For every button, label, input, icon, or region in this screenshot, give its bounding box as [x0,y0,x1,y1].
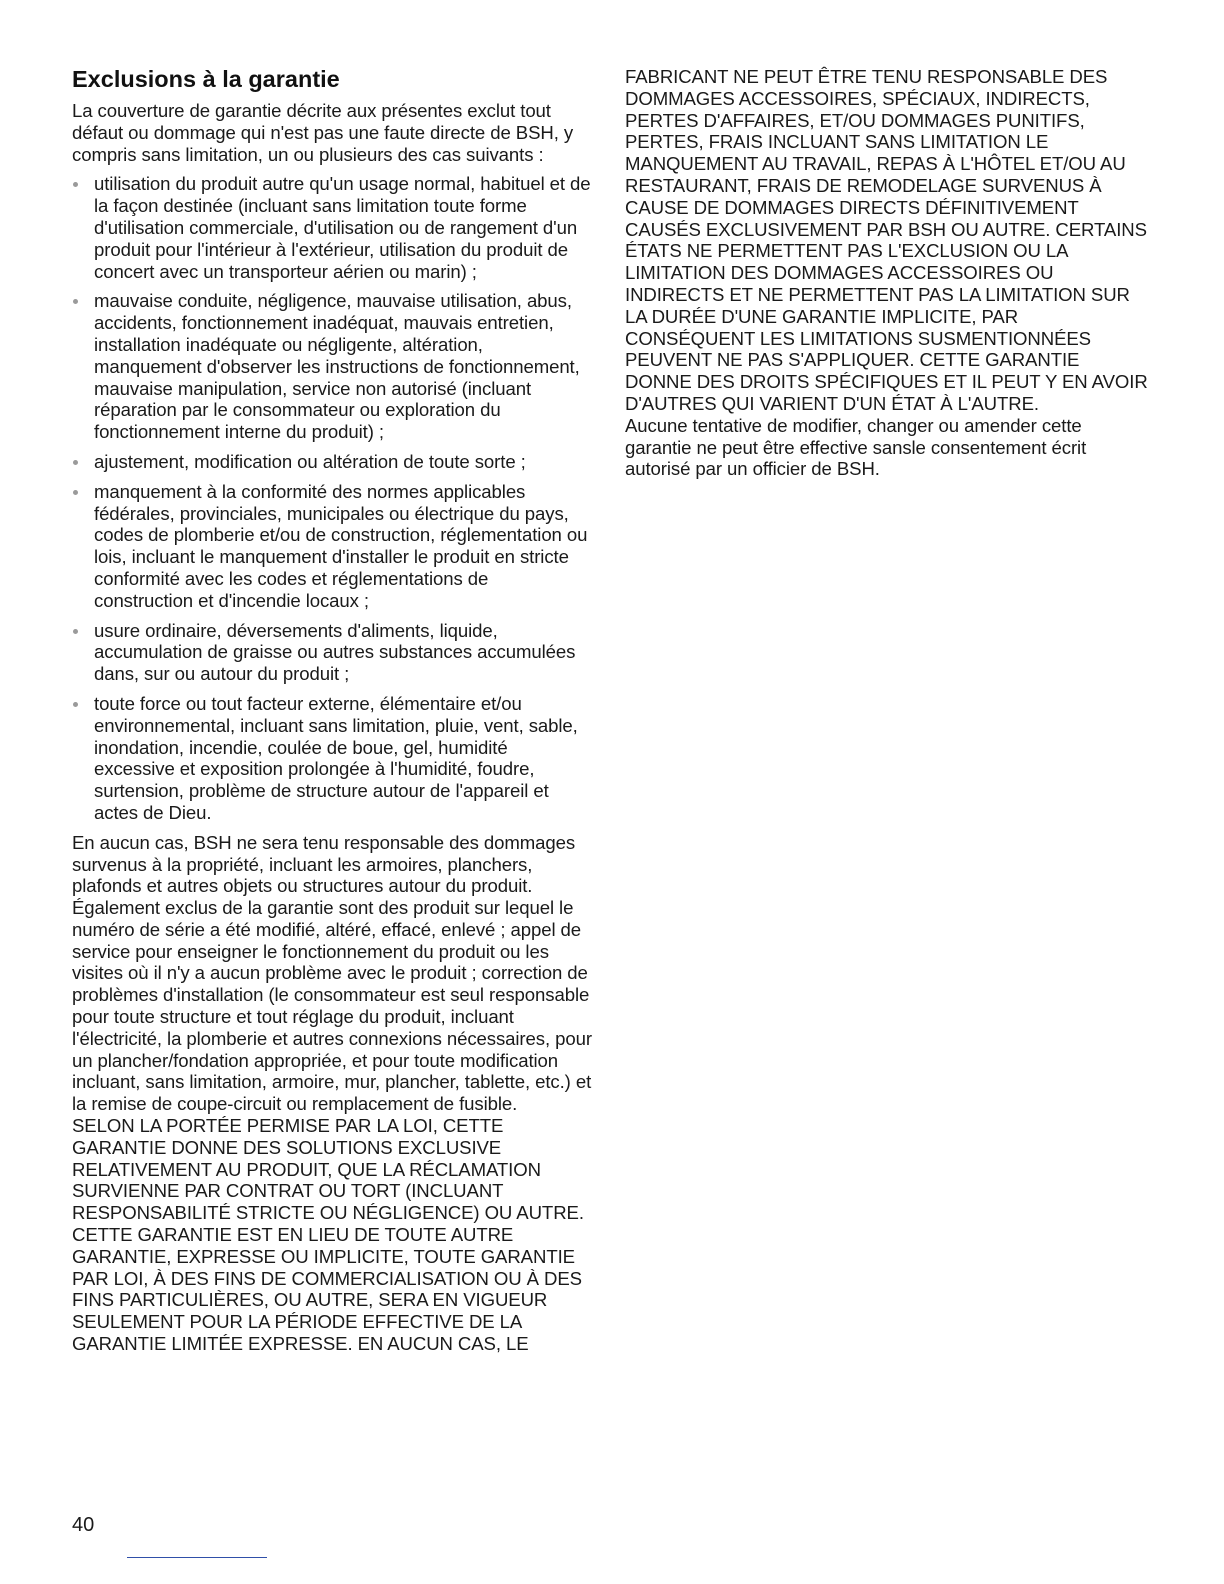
bullet-icon [73,490,78,495]
list-item-text: toute force ou tout facteur externe, élémentaire et/ou environnemental, incluant sans limitation, pluie, vent, sable, inondation, incendie, coulée de boue, gel, humidité excessive et exposition prolongée à l'humidité, foudre, surtension, problème de structure autour de l'appareil et actes de Dieu. [94,692,578,823]
list-item-text: usure ordinaire, déversements d'aliments, liquide, accumulation de graisse ou autres substances accumulées dans, sur ou autour du produit ; [94,619,576,685]
right-column [625,66,1150,480]
list-item-text: mauvaise conduite, négligence, mauvaise utilisation, abus, accidents, fonctionnement inadéquat, mauvais entretien, installation inadéquate ou négligente, altération, manquement d'observer les instructions de fonctionnement, mauvaise manipulation, service non autorisé (incluant réparation par le consommateur ou exploration du fonctionnement interne du produit) ; [94,290,580,443]
list-item [72,290,592,443]
section-title: Exclusions à la garantie [72,66,340,92]
list-item [72,451,592,473]
bullet-icon [73,629,78,634]
amendment-paragraph: Aucune tentative de modifier, changer ou amender cette garantie ne peut être effective sansle consentement écrit autorisé par un officier de BSH. [625,414,1087,480]
bullet-icon [73,299,78,304]
exclusions-list [72,173,592,823]
list-item [72,481,592,612]
intro-paragraph: La couverture de garantie décrite aux présentes exclut tout défaut ou dommage qui n'est pas une faute directe de BSH, y compris sans limitation, un ou plusieurs des cas suivants : [72,100,574,165]
legal-caps-paragraph: SELON LA PORTÉE PERMISE PAR LA LOI, CETTE GARANTIE DONNE DES SOLUTIONS EXCLUSIVE RELATIVEMENT AU PRODUIT, QUE LA RÉCLAMATION SURVIENNE PAR CONTRAT OU TORT (INCLUANT RESPONSABILITÉ STRICTE OU NÉGLIGENCE) OU AUTRE. CETTE GARANTIE EST EN LIEU DE TOUTE AUTRE GARANTIE, EXPRESSE OU IMPLICITE, TOUTE GARANTIE PAR LOI, À DES FINS DE COMMERCIALISATION OU À DES FINS PARTICULIÈRES, OU AUTRE, SERA EN VIGUEUR SEULEMENT POUR LA PÉRIODE EFFECTIVE DE LA GARANTIE LIMITÉE EXPRESSE. EN AUCUN CAS, LE [72,1115,584,1355]
list-item [72,693,592,824]
bullet-icon [73,460,78,465]
list-item-text: utilisation du produit autre qu'un usage normal, habituel et de la façon destinée (incluant sans limitation toute forme d'utilisation commerciale, d'utilisation ou de rangement d'un produit pour l'intérieur à l'extérieur, utilisation du produit de concert avec un transporteur aérien ou marin) ; [94,173,591,282]
footer-divider [127,1557,267,1558]
list-item-text: manquement à la conformité des normes applicables fédérales, provinciales, municipales ou électrique du pays, codes de plomberie et/ou de construction, réglementation ou lois, incluant le manquement d'installer le produit en stricte conformité avec les codes et réglementations de construction et d'incendie locaux ; [94,480,588,611]
list-item-text: ajustement, modification ou altération de toute sorte ; [94,450,526,472]
liability-paragraph: En aucun cas, BSH ne sera tenu responsable des dommages survenus à la propriété, incluant les armoires, planchers, plafonds et autres objets ou structures autour du produit. Également exclus de la garantie sont des produit sur lequel le numéro de série a été modifié, altéré, effacé, enlevé ; appel de service pour enseigner le fonctionnement du produit ou les visites où il n'y a aucun problème avec le produit ; correction de problèmes d'installation (le consommateur est seul responsable pour toute structure et tout réglage du produit, incluant l'électricité, la plomberie et autres connexions nécessaires, pour un plancher/fondation appropriée, et pour toute modification incluant, sans limitation, armoire, mur, plancher, tablette, etc.) et la remise de coupe-circuit ou remplacement de fusible. [72,831,592,1115]
list-item [72,173,592,282]
bullet-icon [73,702,78,707]
left-column [72,64,592,1355]
list-item [72,620,592,685]
legal-caps-continuation: FABRICANT NE PEUT ÊTRE TENU RESPONSABLE DES DOMMAGES ACCESSOIRES, SPÉCIAUX, INDIRECTS, PERTES D'AFFAIRES, ET/OU DOMMAGES PUNITIFS, PERTES, FRAIS INCLUANT SANS LIMITATION LE MANQUEMENT AU TRAVAIL, REPAS À L'HÔTEL ET/OU AU RESTAURANT, FRAIS DE REMODELAGE SURVENUS À CAUSE DE DOMMAGES DIRECTS DÉFINITIVEMENT CAUSÉS EXCLUSIVEMENT PAR BSH OU AUTRE. CERTAINS ÉTATS NE PERMETTENT PAS L'EXCLUSION OU LA LIMITATION DES DOMMAGES ACCESSOIRES OU INDIRECTS ET NE PERMETTENT PAS LA LIMITATION SUR LA DURÉE D'UNE GARANTIE IMPLICITE, PAR CONSÉQUENT LES LIMITATIONS SUSMENTIONNÉES PEUVENT NE PAS S'APPLIQUER. CETTE GARANTIE DONNE DES DROITS SPÉCIFIQUES ET IL PEUT Y EN AVOIR D'AUTRES QUI VARIENT D'UN ÉTAT À L'AUTRE. [625,66,1148,414]
page-number: 40 [72,1514,95,1536]
bullet-icon [73,182,78,187]
